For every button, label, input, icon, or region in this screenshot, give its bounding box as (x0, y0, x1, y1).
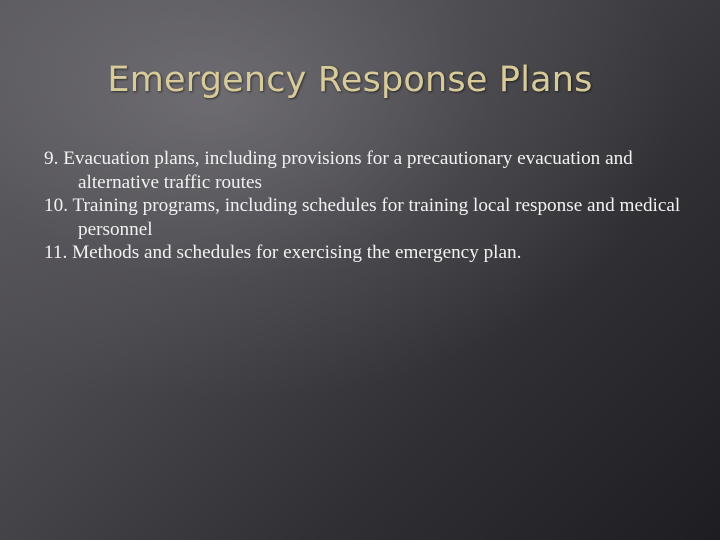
list-item-text: Training programs, including schedules for training local response and medical personnel (72, 195, 681, 240)
list-item-number: 10. (44, 195, 68, 216)
list-item (44, 241, 684, 265)
list-item-text: Methods and schedules for exercising the emergency plan. (72, 242, 522, 263)
list-item-number: 11. (44, 242, 68, 263)
slide-title: Emergency Response Plans (107, 60, 593, 100)
list-item-number: 9. (44, 148, 59, 169)
numbered-list (44, 147, 684, 265)
list-item (44, 147, 684, 194)
list-item (44, 194, 684, 241)
list-item-text: Evacuation plans, including provisions for a precautionary evacuation and alternative traffic routes (63, 148, 633, 193)
